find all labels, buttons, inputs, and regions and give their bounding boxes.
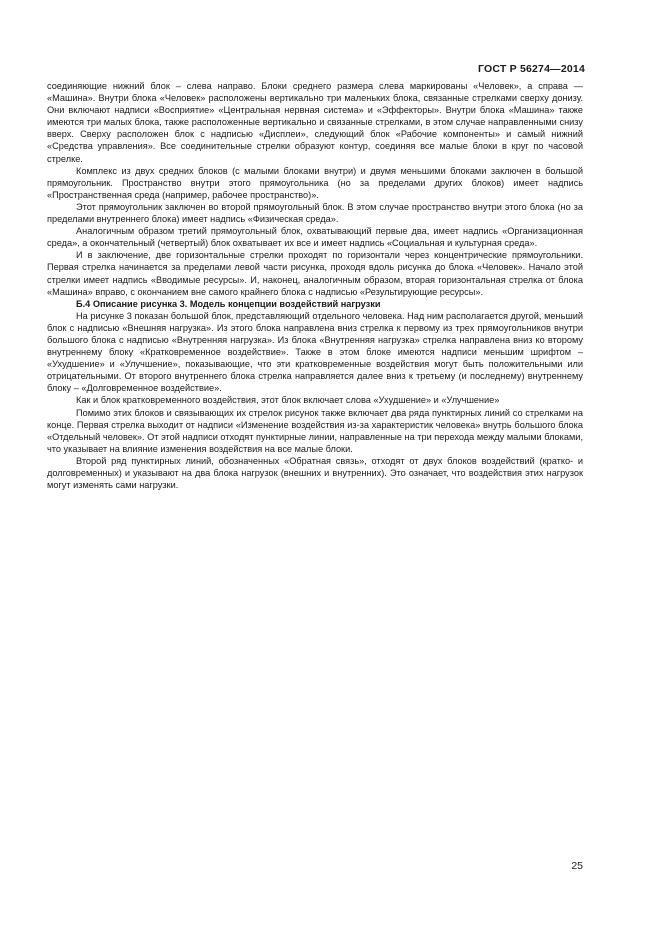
paragraph: На рисунке 3 показан большой блок, представляющий отдельного человека. Над ним располагается другой, меньший блок с надписью «Внешняя нагрузка». Из этого блока направлена вниз стрелка к первому из трех прямоугольников внутри большого блока с надписью «Внутренняя нагрузка». Из блока «Внутренняя нагрузка» стрелка направлена вниз ко второму внутреннему блоку «Кратковременное воздействие». Также в этом блоке имеются надписи меньшим шрифтом – «Ухудшение» и «Улучшение», показывающие, что эти кратковременные воздействия могут быть положительными или отрицательными. От второго внутреннего блока стрелка направляется далее вниз к третьему (и последнему) внутреннему блоку – «Долговременное воздействие». (47, 310, 583, 394)
section-heading: Б.4 Описание рисунка 3. Модель концепции воздействий нагрузки (76, 298, 381, 309)
paragraph: Как и блок кратковременного воздействия, этот блок включает слова «Ухудшение» и «Улучшение» (76, 395, 500, 406)
document-header: ГОСТ Р 56274—2014 (477, 63, 585, 75)
paragraph: Аналогичным образом третий прямоугольный блок, охватывающий первые два, имеет надпись «Организационная среда», а окончательный (четвертый) блок охватывает их все и имеет надпись «Социальная и культурная среда». (47, 226, 583, 249)
paragraph: Этот прямоугольник заключен во второй прямоугольный блок. В этом случае пространство внутри этого блока (но за пределами внутреннего блока) имеет надпись «Физическая среда». (47, 201, 583, 225)
paragraph: Второй ряд пунктирных линий, обозначенных «Обратная связь», отходят от двух блоков воздействий (кратко- и долговременных) и указывают на два блока нагрузок (внешних и внутренних). Это означает, что воздействия этих нагрузок могут изменять сами нагрузки. (47, 455, 583, 491)
page-number: 25 (571, 860, 583, 872)
document-body (47, 80, 583, 491)
paragraph: соединяющие нижний блок – слева направо. Блоки среднего размера слева маркированы «Человек», а справа — «Машина». Внутри блока «Человек» расположены вертикально три маленьких блока, связанные стрелками сверху донизу. Они включают надписи «Восприятие» «Центральная нервная система» и «Эффекторы». Внутри блока «Машина» также имеются три малых блока, также расположенные вертикально и связанные стрелками, в этом случае направленными снизу вверх. Сверху расположен блок с надписью «Дисплеи», следующий блок «Рабочие компоненты» и самый нижний «Средства управления». Все соединительные стрелки образуют контур, соединяя все малые блоки в круг по часовой стрелке. (47, 81, 583, 164)
paragraph: Комплекс из двух средних блоков (с малыми блоками внутри) и двумя меньшими блоками заключен в большой прямоугольник. Пространство внутри этого прямоугольника (но за пределами других блоков) имеет надпись «Пространственная среда (например, рабочее пространство)». (47, 165, 583, 200)
paragraph: Помимо этих блоков и связывающих их стрелок рисунок также включает два ряда пунктирных линий со стрелками на конце. Первая стрелка выходит от надписи «Изменение воздействия из-за характеристик человека» внутрь большого блока «Отдельный человек». От этой надписи отходят пунктирные линии, направленные на три перехода между малыми блоками, что указывает на влияние изменения воздействия на все малые блоки. (47, 407, 583, 454)
paragraph: И в заключение, две горизонтальные стрелки проходят по горизонтали через концентрические прямоугольники. Первая стрелка начинается за пределами левой части рисунка, проходя вдоль рисунка до блока «Человек». Начало этой стрелки имеет надпись «Вводимые ресурсы». И, наконец, аналогичным образом, вторая горизонтальная стрелка от блока «Машина» вправо, с окончанием вне самого крайнего блока с надписью «Результирующие ресурсы». (47, 250, 583, 297)
